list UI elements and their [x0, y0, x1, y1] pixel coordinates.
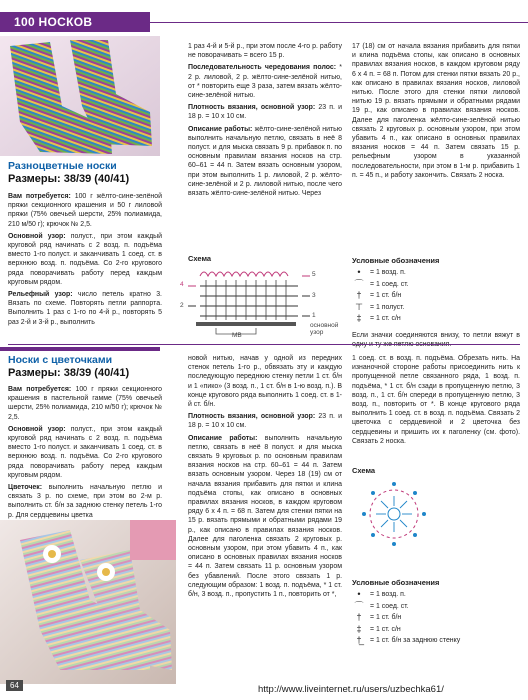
double-crochet-icon: ‡	[356, 623, 362, 634]
section-divider	[8, 344, 520, 345]
scheme1-row3-label: 3	[312, 292, 316, 299]
s2c1-p3: Цветочек: выполнить начальную петлю и связать 3 р. по схеме, при этом во 2-м р. выполнить ст. б/н за заднюю стенку петель 1-го р. Для сердцевины цветка	[8, 484, 162, 519]
legend2-title: Условные обозначения	[352, 578, 440, 587]
scheme1-row5-label: 5	[312, 271, 316, 278]
legend1-item: • = 1 возд. п.	[352, 267, 520, 279]
scheme1-title: Схема	[188, 254, 212, 263]
flower-socks-photo	[0, 520, 176, 684]
scheme1-bottom-label: МВ	[232, 332, 242, 339]
half-double-icon: ⊤	[355, 301, 363, 312]
slip-stitch-icon: ⌒	[354, 600, 364, 611]
section2-title: Носки с цветочками	[8, 354, 113, 366]
legend1-item: † = 1 ст. б/н	[352, 290, 520, 302]
legend2-item: ‡ = 1 ст. с/н	[352, 624, 520, 636]
legend2	[352, 578, 520, 647]
s1c2-p3: Плотность вязания, основной узор: 23 п. и 18 р. = 10 х 10 см.	[188, 104, 342, 121]
scheme1-row2-label: 2	[180, 302, 184, 309]
single-crochet-icon: †	[356, 612, 362, 622]
s2c2-p3: Описание работы: выполнить начальную петлю, связать в неё 8 полуст. и для мыска связать 9 круговых р. по основным правилам вязания носков на стр. 60–61 = 44 п. Затем вязать основным узором. Через 18 (19) см от начала вязания прибавить для пятки и клина подъёма стопы, как описано в основных правилах вязания носков, в каждом круговом ряду 6 х 4 п. = 68 п. Затем для стенки пятки на 15 р. вязать прямыми и обратными рядами 19 р., как описано в правилах вязания носков. Далее для паголенка связать 2 круговых р. основным узором, при этом убавить 4 п., как описано в основных правилах вязания носков = 44 п. Затем связать 11 р. основным узором без убавлений. После этого связать 1 р. следующим образом: 1 возд. п. подъёма, * 1 ст. б/н, 3 возд. п., пропустить 1 п., повторить от *,	[188, 434, 342, 599]
scheme1-row4-label: 4	[180, 281, 184, 288]
chain-stitch-icon: •	[357, 589, 361, 599]
double-crochet-icon: ‡	[356, 313, 362, 323]
slip-stitch-icon: ⌒	[354, 278, 364, 289]
single-crochet-icon: †	[356, 290, 362, 300]
s1c2-p4: Описание работы: жёлто-сине-зелёной нитью выполнить начальную петлю, связать в неё 8 полуст. и для мыска связать 9 р. прибавок п. по основным правилам вязания носков на стр. 60–61 = 44 п. Затем вязать основным узором, при этом выполнить 1 р. лиловой, 2 р. жёлто-сине-зелёной и 2 р. лиловой нитью, после чего вязать жёлто-сине-зелёной нитью. Через	[188, 125, 342, 198]
scheme1-side-label: основной узор	[310, 322, 339, 336]
section2-sizes: Размеры: 38/39 (40/41)	[8, 367, 130, 379]
scheme2-title: Схема	[352, 466, 376, 475]
section1-col2	[188, 42, 342, 201]
legend2-item: †̲ = 1 ст. б/н за заднюю стенку	[352, 635, 520, 647]
page-number: 64	[6, 680, 23, 691]
s1c1-p1: Вам потребуется: 100 г жёлто-сине-зелёной пряжи секционного крашения и 50 г лиловой пряжи (75% овечьей шерсти, 25% полиамида, 210 м/50 г); крючок № 2,5.	[8, 193, 162, 228]
legend2-item: ⌒ = 1 соед. ст.	[352, 601, 520, 613]
legend1-item: ⊤ = 1 полуст.	[352, 302, 520, 314]
legend1-item: ⌒ = 1 соед. ст.	[352, 279, 520, 291]
legend2-item: • = 1 возд. п.	[352, 589, 520, 601]
chain-stitch-icon: •	[357, 267, 361, 277]
scheme1-row1-label: 1	[312, 312, 316, 319]
s2c1-p2: Основной узор: полуст., при этом каждый круговой ряд начинать с 2 возд. п. подъёма вместо 1-го полуст. и заканчивать 1 соед. ст. в верхнюю возд. п. подъёма. Со 2-го кругового ряда поворачивать работу перед каждым круговым рядом.	[8, 425, 162, 479]
section1-sizes: Размеры: 38/39 (40/41)	[8, 173, 130, 185]
s1c2-p2: Последовательность чередования полос: * 2 р. лиловой, 2 р. жёлто-сине-зелёной нитью, от * повторить еще 3 раза, затем вязать жёлто-сине-зелёной нитью.	[188, 64, 342, 100]
section1-col3	[352, 42, 520, 183]
section2-col1	[8, 385, 162, 523]
section2-accent-bar	[0, 347, 160, 351]
legend1-item: ‡ = 1 ст. с/н	[352, 313, 520, 325]
flower-scheme-diagram	[356, 476, 432, 552]
back-loop-stitch-icon: †̲	[356, 635, 362, 645]
legend2-item: † = 1 ст. б/н	[352, 612, 520, 624]
watermark-url: http://www.liveinternet.ru/users/uzbechka61/	[258, 684, 444, 695]
section1-title: Разноцветные носки	[8, 160, 117, 172]
striped-socks-photo	[0, 36, 160, 156]
legend1-note: Если значки соединяются внизу, то петли вяжут в	[352, 331, 520, 339]
s2c3-p1: 1 соед. ст. в возд. п. подъёма. Обрезать нить. На изнаночной стороне работы присоединить нить к пропущенной петле связанного ряда, 1 возд. п. подъёма, * 1 ст. б/н сзади в пропущенную петлю, 3 возд. п., 1 ст. б/н спереди в пропущенную петлю, 3 возд. п., повторить от *. В конце кругового ряда выполнить 1 соед. ст. в возд. п. подъёма. Связать 2 цветочка с сердцевиной и 2 цветочка без сердцевины и пришить их к паголенку (см. фото). Связать 2 носка.	[352, 355, 520, 445]
s1c2-p1: 1 раз 4-й и 5-й р., при этом после 4-го р. работу не поворачивать = всего 15 р.	[188, 43, 342, 60]
s1c1-p2: Основной узор: полуст., при этом каждый круговой ряд начинать с 2 возд. п. подъёма вместо 1-го полуст. и заканчивать 1 соед. ст. в верхнюю возд. п. подъёма. Со 2-го кругового ряда поворачивать работу перед каждым круговым рядом.	[8, 232, 162, 286]
legend1-title: Условные обозначения	[352, 256, 440, 265]
s2c2-p2: Плотность вязания, основной узор: 23 п. и 18 р. = 10 х 10 см.	[188, 413, 342, 430]
s2c2-p1: новой нитью, начав у одной из передних стенок петель 1-го р., обвязать эту и каждую последующую переднюю стенку петли 1 ст. б/н и 1 «пико» (3 возд. п., 1 ст. б/н в 1-ю возд. п.). В конце кругового ряда выполнить 1 соед. ст. в 1-й ст. б/н.	[188, 355, 342, 409]
s1c1-p3: Рельефный узор: число петель кратно 3. Вязать по схеме. Повторять петли раппорта. Выполнить 1 раз с 1-го по 4-й р., повторять 5 раз 2-й и 3-й р., выполнить	[8, 291, 162, 326]
s2c1-p1: Вам потребуется: 100 г пряжи секционного крашения в пастельной гамме (75% овечьей шерсти, 25% полиамида, 210 м/50 г); крючок № 2,5.	[8, 386, 163, 421]
section2-col2	[188, 354, 342, 602]
s1c3-p1: 17 (18) см от начала вязания прибавить для пятки и клина подъёма стопы, как описано в основных правилах вязания носков, в каждом круговом ряду 6 х 4 п. = 68 п. Потом для стенки пятки вязать 20 р., как описано в правилах вязания носков, лиловой нитью. После этого для стенки пятки лиловой нитью 19 р. вязать прямыми и обратными рядами 19 р., как описано в правилах вязания носков. Далее для паголенка жёлто-сине-зелёной нитью связать 2 круговых р. основным узором, при этом убавить 4 п., как описано в основных правилах вязания носков = 44 п. Затем связать 15 р. рельефным узором в указанной последовательности, при этом в 1-м р. прибавить 1 п. = 45 п., и работу закончить. Связать 2 носка.	[352, 43, 520, 179]
legend1	[352, 256, 520, 349]
header-rule	[150, 22, 528, 23]
page-title: 100 НОСКОВ	[14, 15, 93, 29]
section1-col1	[8, 192, 162, 330]
section2-col3	[352, 354, 520, 449]
